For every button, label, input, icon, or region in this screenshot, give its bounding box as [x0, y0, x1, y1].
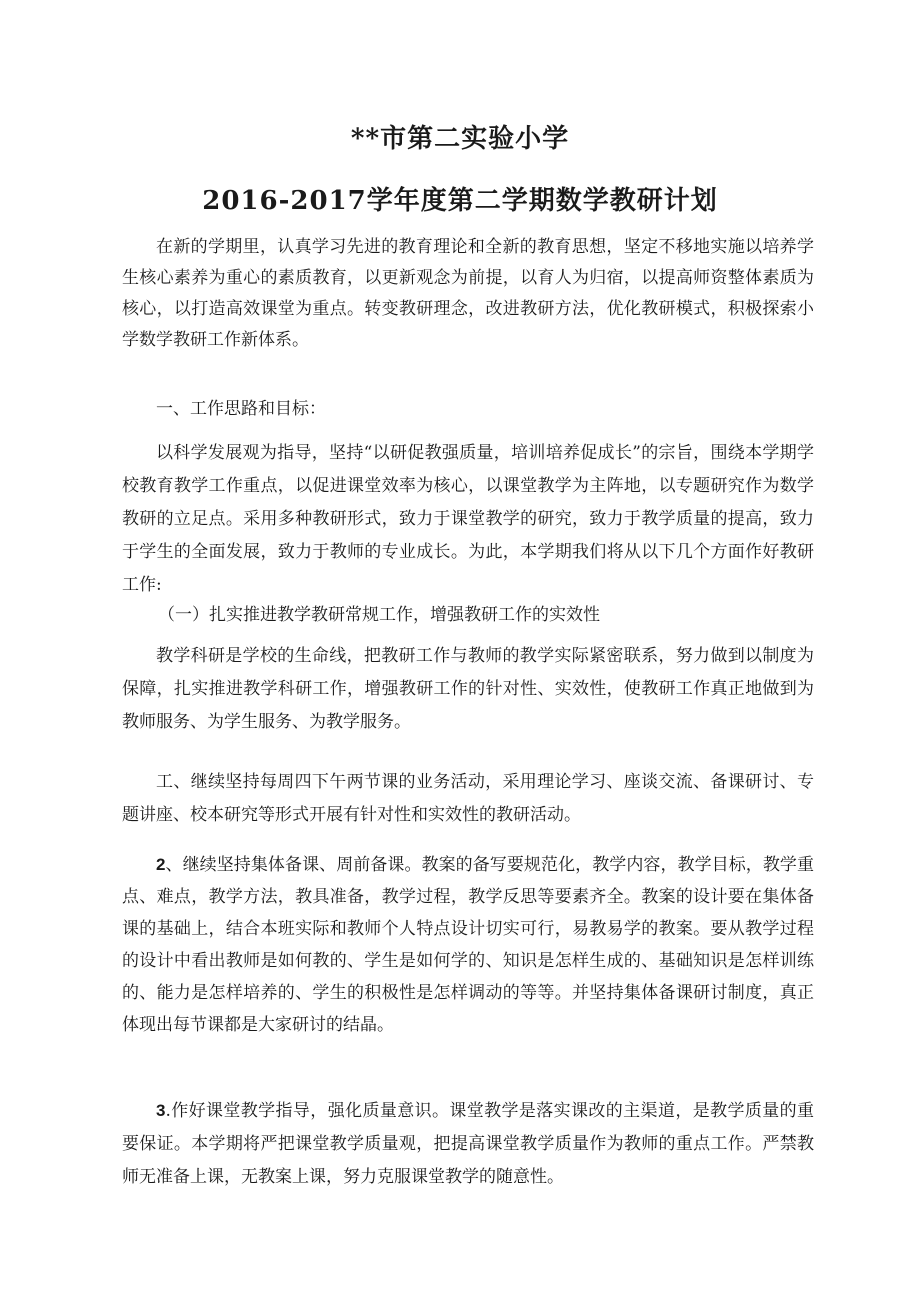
item-3-number: 3 [156, 1101, 166, 1120]
item-1-paragraph: 工、继续坚持每周四下午两节课的业务活动，采用理论学习、座谈交流、备课研讨、专题讲座、校本研究等形式开展有针对性和实效性的教研活动。 [122, 772, 814, 825]
section-1-paragraph: 以科学发展观为指导，坚持“以研促教强质量，培训培养促成长”的宗旨，围绕本学期学校教育教学工作重点，以促进课堂效率为核心，以课堂教学为主阵地，以专题研究作为数学教研的立足点。采用多种教研形式，致力于课堂教学的研究，致力于教学质量的提高，致力于学生的全面发展，致力于教师的专业成长。为此，本学期我们将从以下几个方面作好教研工作: [122, 443, 814, 595]
subsection-1-heading: （一）扎实推进教学教研常规工作，增强教研工作的实效性 [158, 605, 600, 625]
item-2-text: 、继续坚持集体备课、周前备课。教案的备写要规范化，教学内容，教学目标，教学重点、难点，教学方法，教具准备，教学过程，教学反思等要素齐全。教案的设计要在集体备课的基础上，结合本班实际和教师个人特点设计切实可行，易教易学的教案。要从教学过程的设计中看出教师是如何教的、学生是如何学的、知识是怎样生成的、基础知识是怎样训练的、能力是怎样培养的、学生的积极性是怎样调动的等等。并坚持集体备课研讨制度，真正体现出每节课都是大家研讨的结晶。 [122, 855, 814, 1035]
intro-paragraph: 在新的学期里，认真学习先进的教育理论和全新的教育思想，坚定不移地实施以培养学生核心素养为重心的素质教育，以更新观念为前提，以育人为归宿，以提高师资整体素质为核心，以打造高效课堂为重点。转变教研理念，改进教研方法，优化教研模式，积极探索小学数学教研工作新体系。 [122, 237, 814, 350]
section-1-heading: 一、工作思路和目标： [156, 399, 326, 419]
subsection-1-paragraph: 教学科研是学校的生命线，把教研工作与教师的教学实际紧密联系，努力做到以制度为保障，扎实推进教学科研工作，增强教研工作的针对性、实效性，使教研工作真正地做到为教师服务、为学生服务、为教学服务。 [122, 646, 814, 732]
item-2-paragraph [122, 849, 814, 1041]
plan-title: 2016-2017学年度第二学期数学教研计划 [202, 186, 718, 216]
school-name-title: **市第二实验小学 [350, 124, 570, 154]
item-3-text: .作好课堂教学指导，强化质量意识。课堂教学是落实课改的主渠道，是教学质量的重要保证。本学期将严把课堂教学质量观，把提高课堂教学质量作为教师的重点工作。严禁教师无准备上课，无教案上课，努力克服课堂教学的随意性。 [122, 1101, 814, 1187]
item-3-paragraph [122, 1094, 814, 1194]
item-2-number: 2 [156, 855, 166, 874]
